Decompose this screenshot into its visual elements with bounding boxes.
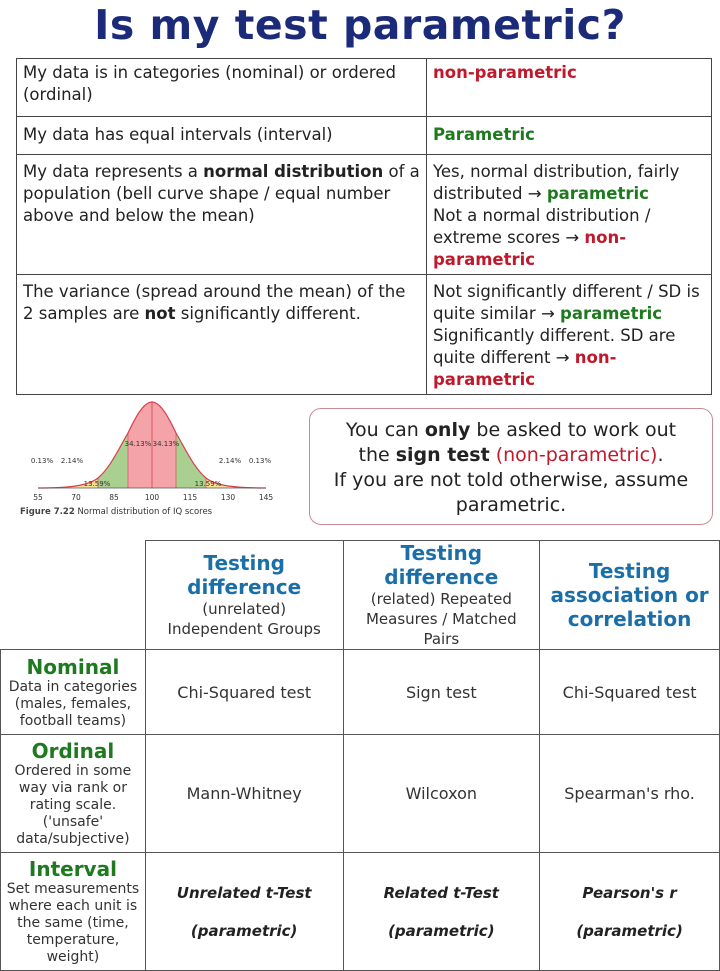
row-title: Interval [28, 857, 117, 881]
row-desc: Data in categories (males, females, football teams) [8, 678, 138, 729]
header-correlation [540, 541, 720, 650]
criteria-variance-text [17, 275, 427, 395]
text-part: the [358, 444, 396, 466]
text-part: of a population (bell curve shape / equal number above and below the mean) [23, 162, 420, 225]
text-part: You can [345, 419, 425, 441]
text-part: significantly different. [175, 304, 361, 323]
row-ordinal [1, 735, 720, 853]
header-sub: (unrelated) Independent Groups [167, 600, 321, 638]
axis-tick-label: 55 [33, 493, 43, 502]
note-line-1 [310, 418, 712, 443]
note-line-3: If you are not told otherwise, assume [333, 469, 689, 491]
row-title: Ordinal [31, 739, 115, 763]
text-part: Not significantly different / SD is quite similar → [433, 282, 700, 323]
pct-center-right: 34.13% [152, 440, 180, 448]
note-line-4: parametric. [455, 494, 567, 516]
text-bold: only [424, 419, 471, 441]
test-name: Unrelated t-Test [176, 883, 312, 902]
pct-center-left: 34.13% [124, 440, 152, 448]
header-sub: (related) Repeated Measures / Matched Pairs [365, 590, 517, 648]
row-desc: Set measurements where each unit is the same (time, temperature, weight) [6, 881, 140, 965]
criteria-normal-result [427, 155, 712, 275]
header-title: Testing difference [384, 541, 499, 589]
result-non-parametric: non-parametric [433, 63, 577, 82]
text-part: Significantly different. SD are quite different → [433, 326, 676, 367]
criteria-row-normal [17, 155, 712, 275]
pct-tail-right: 0.13% [248, 457, 272, 465]
caption-label: Figure 7.22 [20, 507, 75, 517]
pct-inner-left: 13.59% [83, 480, 111, 488]
axis-ticks [33, 493, 273, 502]
pct-tail-left: 0.13% [30, 457, 54, 465]
header-row [1, 541, 720, 650]
criteria-categories-text: My data is in categories (nominal) or ordered (ordinal) [17, 59, 427, 117]
header-title: Testing difference [187, 551, 302, 599]
parametric-criteria-table [16, 58, 712, 395]
row-title: Nominal [26, 654, 120, 679]
text-part: Yes, normal distribution, fairly distributed → [433, 162, 680, 203]
result-non-parametric: non-parametric [433, 348, 617, 389]
criteria-variance-result [427, 275, 712, 395]
row-label-ordinal [1, 735, 146, 853]
row-label-interval [1, 853, 146, 971]
criteria-intervals-result [427, 117, 712, 155]
cell-nominal-unrelated: Chi-Squared test [145, 650, 343, 735]
criteria-row-intervals [17, 117, 712, 155]
test-name: Related t-Test [383, 883, 499, 902]
criteria-intervals-text: My data has equal intervals (interval) [17, 117, 427, 155]
cell-interval-unrelated [145, 853, 343, 971]
note-line-2 [310, 443, 712, 468]
axis-tick-label: 70 [71, 493, 81, 502]
row-label-nominal [1, 650, 146, 735]
page-title: Is my test parametric? [94, 1, 626, 49]
cell-ordinal-related: Wilcoxon [343, 735, 540, 853]
result-non-parametric: non-parametric [433, 228, 627, 269]
header-related [343, 541, 540, 650]
header-title: Testing association or correlation [550, 559, 709, 631]
axis-tick-label: 115 [182, 493, 198, 502]
row-nominal [1, 650, 720, 735]
text-bold: not [144, 304, 176, 323]
cell-interval-correlation [540, 853, 720, 971]
text-part: My data represents a [23, 162, 204, 181]
text-part: Not a normal distribution / extreme scores → [433, 206, 651, 247]
text-part: be asked to work out [470, 419, 677, 441]
cell-nominal-related: Sign test [343, 650, 540, 735]
row-interval [1, 853, 720, 971]
pct-outer-left: 2.14% [60, 457, 84, 465]
figure-caption [20, 507, 212, 517]
test-name: Pearson's r [582, 883, 677, 902]
text-part: . [657, 444, 664, 466]
test-note: (parametric) [190, 921, 298, 940]
test-note: (parametric) [576, 921, 683, 940]
result-parametric: Parametric [433, 125, 535, 144]
text-red: (non-parametric) [489, 444, 658, 466]
bell-curve-svg [18, 398, 280, 506]
result-parametric: parametric [560, 304, 663, 323]
statistical-tests-table [0, 540, 720, 971]
pct-outer-right: 2.14% [218, 457, 242, 465]
axis-tick-label: 85 [109, 493, 119, 502]
header-unrelated [145, 541, 343, 650]
cell-ordinal-correlation: Spearman's rho. [540, 735, 720, 853]
criteria-normal-text [17, 155, 427, 275]
axis-tick-label: 100 [144, 493, 160, 502]
axis-tick-label: 145 [258, 493, 274, 502]
header-empty-cell [1, 541, 146, 650]
text-bold: sign test [395, 444, 490, 466]
result-parametric: parametric [546, 184, 649, 203]
criteria-categories-result [427, 59, 712, 117]
sign-test-note [309, 408, 713, 525]
normal-distribution-figure [18, 398, 280, 520]
text-bold: normal distribution [203, 162, 384, 181]
criteria-row-variance [17, 275, 712, 395]
criteria-row-categories [17, 59, 712, 117]
test-note: (parametric) [388, 921, 495, 940]
axis-tick-label: 130 [220, 493, 236, 502]
caption-text: Normal distribution of IQ scores [74, 507, 213, 517]
cell-nominal-correlation: Chi-Squared test [540, 650, 720, 735]
pct-inner-right: 13.59% [194, 480, 222, 488]
cell-interval-related [343, 853, 540, 971]
row-desc: Ordered in some way via rank or rating scale. ('unsafe' data/subjective) [14, 763, 132, 847]
cell-ordinal-unrelated: Mann-Whitney [145, 735, 343, 853]
text-part: The variance (spread around the mean) of the 2 samples are [23, 282, 406, 323]
